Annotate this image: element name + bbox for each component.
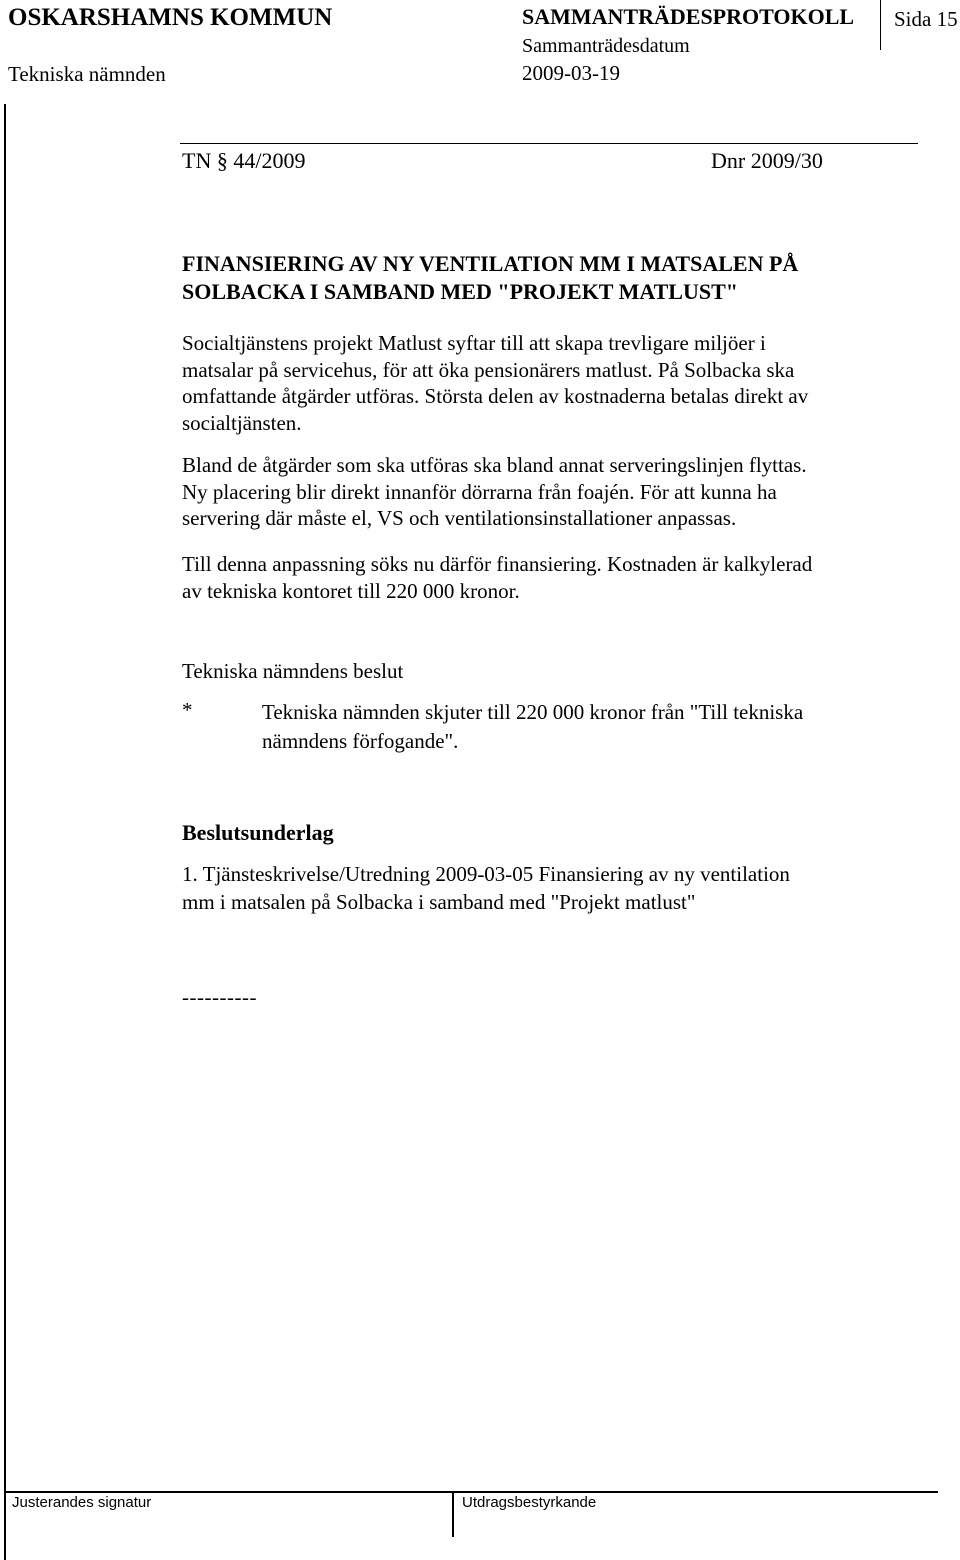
- footer-left-line: [4, 1491, 6, 1560]
- page-number: Sida 15: [894, 7, 958, 31]
- case-title: [182, 250, 798, 306]
- body-paragraph: [182, 452, 807, 532]
- paragraph-line: matsalar på servicehus, för att öka pensionärers matlust. På Solbacka ska: [182, 357, 795, 382]
- paragraph-line: socialtjänsten.: [182, 410, 302, 435]
- basis-heading: Beslutsunderlag: [182, 820, 334, 845]
- basis-line: mm i matsalen på Solbacka i samband med "Projekt matlust": [182, 890, 696, 914]
- protocol-title: SAMMANTRÄDESPROTOKOLL: [522, 4, 855, 29]
- basis-line: 1. Tjänsteskrivelse/Utredning 2009-03-05 Finansiering av ny ventilation: [182, 862, 790, 886]
- decision-heading: Tekniska nämndens beslut: [182, 659, 404, 683]
- left-margin-line: [4, 104, 6, 1560]
- paragraph-line: Socialtjänstens projekt Matlust syftar till att skapa trevligare miljöer i: [182, 331, 766, 355]
- body-paragraph: [182, 551, 812, 604]
- decision-text: [262, 698, 803, 756]
- footer-divider: [452, 1491, 454, 1537]
- decision-line: nämndens förfogande".: [262, 729, 459, 753]
- decision-line: Tekniska nämnden skjuter till 220 000 kronor från "Till tekniska: [262, 700, 804, 724]
- meeting-date: 2009-03-19: [522, 61, 620, 85]
- separator-dashes: ----------: [182, 985, 257, 1009]
- paragraph-line: Till denna anpassning söks nu därför finansiering. Kostnaden är kalkylerad: [182, 552, 813, 576]
- case-title-line: SOLBACKA I SAMBAND MED "PROJEKT MATLUST": [182, 279, 738, 304]
- paragraph-line: Ny placering blir direkt innanför dörrarna från foajén. För att kunna ha: [182, 479, 777, 504]
- decision-bullet: *: [182, 698, 193, 722]
- signature-label: Justerandes signatur: [12, 1494, 152, 1511]
- body-paragraph: [182, 330, 808, 436]
- footer-rule: [4, 1491, 938, 1493]
- paragraph-line: servering där måste el, VS och ventilationsinstallationer anpassas.: [182, 506, 737, 530]
- paragraph-line: Bland de åtgärder som ska utföras ska bland annat serveringslinjen flyttas.: [182, 453, 807, 477]
- paragraph-line: av tekniska kontoret till 220 000 kronor.: [182, 578, 520, 603]
- paragraph-line: omfattande åtgärder utföras. Största delen av kostnaderna betalas direkt av: [182, 384, 809, 408]
- organization-name: OSKARSHAMNS KOMMUN: [8, 4, 333, 31]
- basis-text: [182, 860, 790, 916]
- extract-certification-label: Utdragsbestyrkande: [462, 1494, 597, 1511]
- header-divider: [880, 0, 881, 50]
- case-paragraph-number: TN § 44/2009: [182, 148, 306, 173]
- registration-number: Dnr 2009/30: [711, 148, 823, 173]
- case-title-line: FINANSIERING AV NY VENTILATION MM I MATSALEN PÅ: [182, 251, 799, 276]
- meeting-date-label: Sammanträdesdatum: [522, 35, 690, 57]
- header-rule: [180, 143, 918, 144]
- department-name: Tekniska nämnden: [8, 62, 166, 86]
